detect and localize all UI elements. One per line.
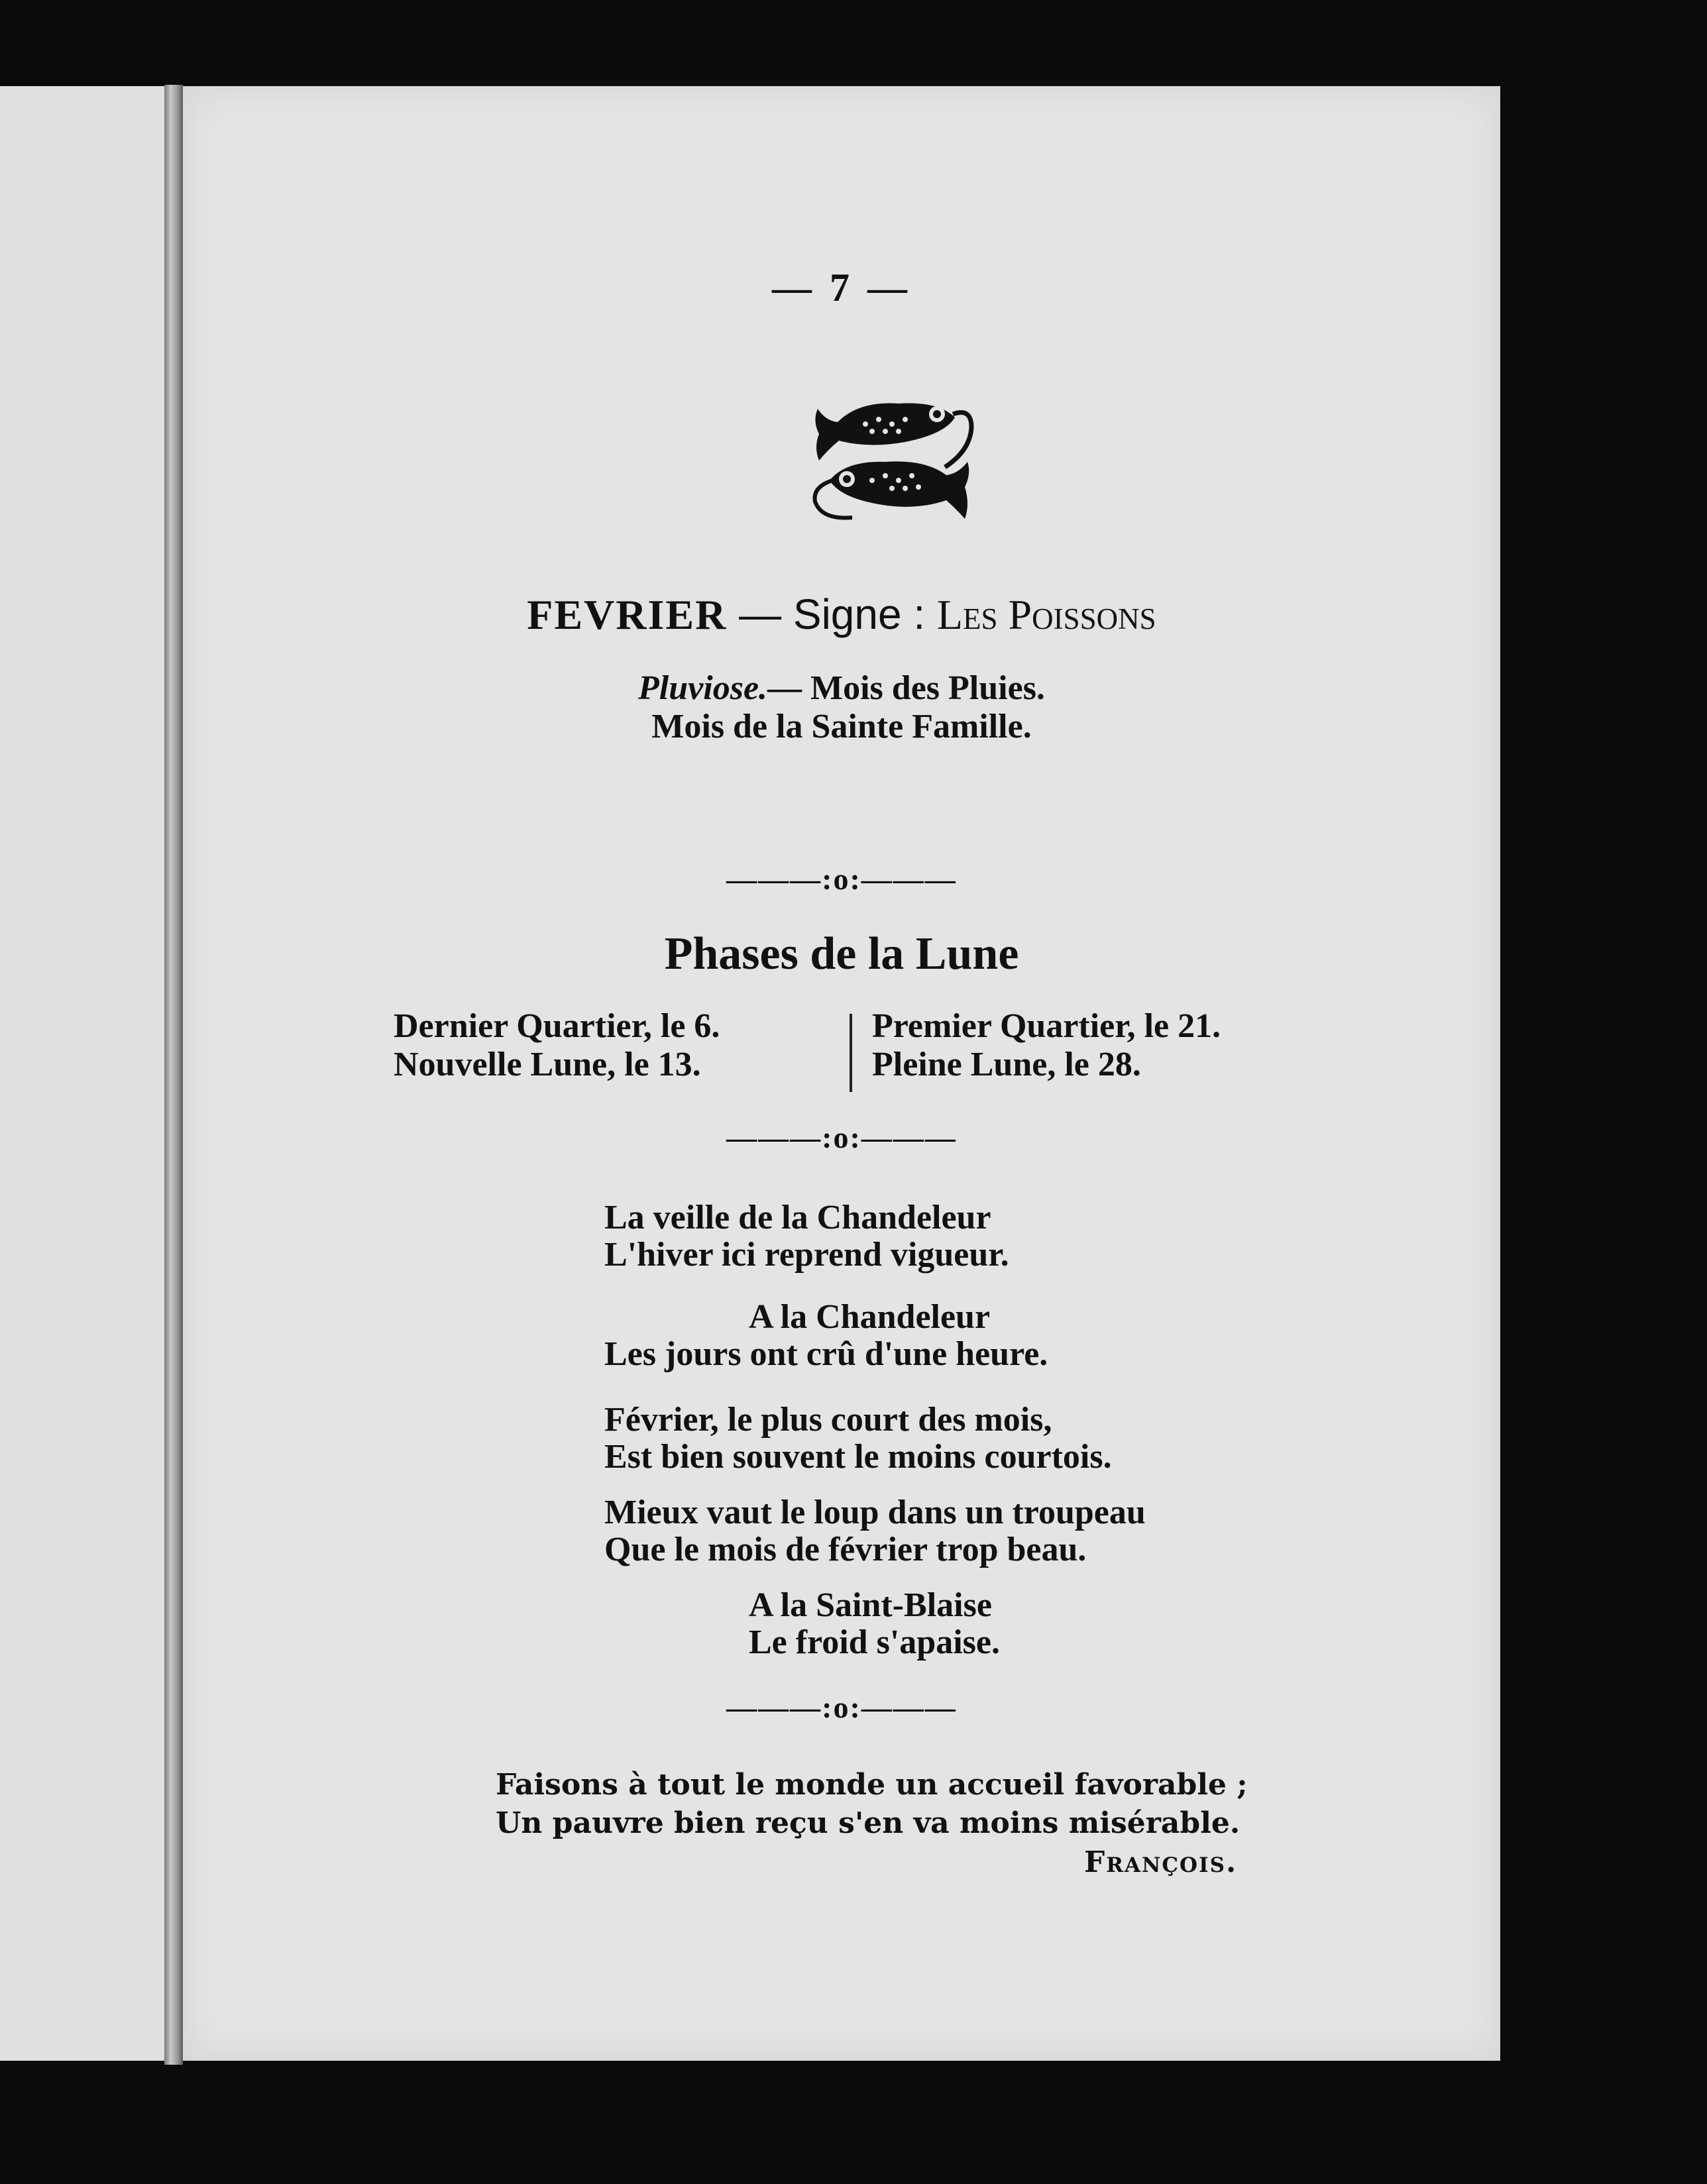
proverb (604, 1494, 1146, 1568)
pisces-fish-icon (806, 388, 978, 533)
month-name: FEVRIER (527, 591, 728, 638)
proverb-line: La veille de la Chandeleur (604, 1199, 991, 1236)
page-number: — 7 — (772, 266, 911, 309)
month-dedication: Mois de la Sainte Famille. (651, 708, 1032, 745)
facing-page-edge (0, 86, 174, 2061)
zodiac-sign-name: Les Poissons (936, 591, 1156, 638)
proverb-line: Mieux vaut le loup dans un troupeau (604, 1494, 1146, 1531)
separator-1: ———:o:——— (726, 862, 957, 896)
phase-item: Premier Quartier, le 21. (872, 1007, 1221, 1045)
proverb-line: Février, le plus court des mois, (604, 1401, 1052, 1439)
month-subtitle (183, 669, 1500, 746)
proverb-line: Est bien souvent le moins courtois. (604, 1438, 1112, 1476)
separator-3: ———:o:——— (726, 1690, 957, 1724)
proverb-line: A la Saint-Blaise (749, 1586, 992, 1624)
moon-phases-title: Phases de la Lune (664, 928, 1019, 979)
proverb-line: L'hiver ici reprend vigueur. (604, 1236, 1009, 1274)
phase-item: Dernier Quartier, le 6. (394, 1007, 720, 1045)
month-heading (183, 590, 1500, 639)
book-gutter (164, 85, 183, 2065)
proverb-line: Les jours ont crû d'une heure. (604, 1335, 1048, 1373)
almanac-page (183, 86, 1500, 2061)
separator-2: ———:o:——— (726, 1120, 957, 1154)
signe-label: — Signe : (727, 590, 937, 638)
proverb-line: Que le mois de février trop beau. (604, 1531, 1087, 1568)
proverb (604, 1587, 1000, 1661)
proverb-line: A la Chandeleur (749, 1298, 991, 1336)
proverb-line: Le froid s'apaise. (749, 1623, 1000, 1661)
quote-author: François. (1084, 1845, 1238, 1879)
quote-line: Faisons à tout le monde un accueil favorable ; (496, 1768, 1248, 1802)
republican-month: Pluviose. (638, 669, 768, 707)
proverb (604, 1199, 1009, 1274)
proverb (604, 1299, 1048, 1373)
closing-quote (496, 1766, 1248, 1843)
moon-phases-right (872, 1007, 1221, 1084)
moon-phases-left (394, 1007, 720, 1084)
phase-item: Nouvelle Lune, le 13. (394, 1046, 701, 1083)
republican-meaning: — Mois des Pluies. (767, 669, 1045, 707)
phase-item: Pleine Lune, le 28. (872, 1046, 1141, 1083)
phases-divider (850, 1014, 852, 1092)
quote-line: Un pauvre bien reçu s'en va moins misérable. (496, 1806, 1240, 1840)
proverb (604, 1401, 1112, 1476)
